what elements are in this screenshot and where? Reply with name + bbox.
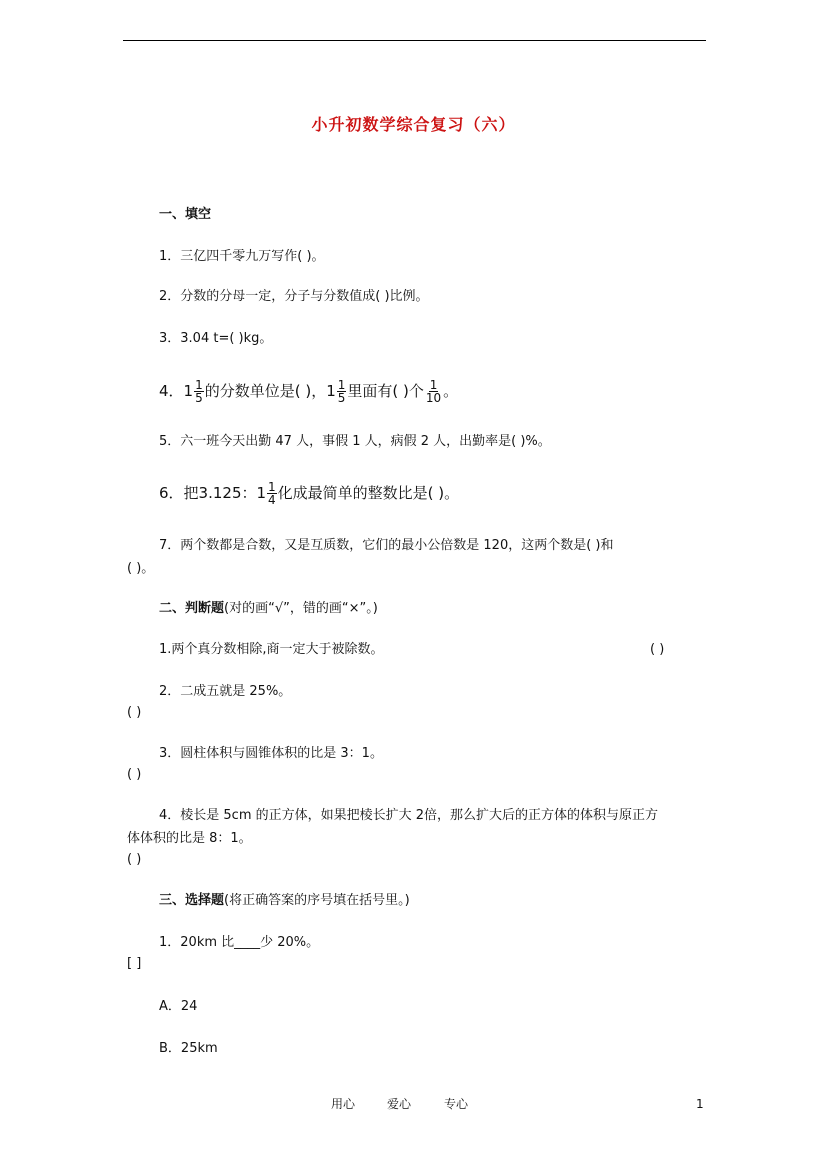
s1-question-4 <box>159 376 458 406</box>
q4-number: 4． <box>159 382 184 400</box>
s1-question-5: 5．六一班今天出勤 47 人，事假 1 人，病假 2 人，出勤率是( )%。 <box>159 434 551 449</box>
s2-answer-paren-3: ( ) <box>127 767 142 782</box>
footer-word-2: 爱心 <box>387 1097 412 1111</box>
footer-word-3: 专心 <box>444 1097 469 1111</box>
q4-text-1: 的分数单位是( )， <box>204 382 327 400</box>
s2-question-3: 3．圆柱体积与圆锥体积的比是 3：1。 <box>159 746 383 761</box>
section2-heading <box>159 601 378 617</box>
s3-option-a: A．24 <box>159 999 198 1014</box>
s2-question-4-line1: 4．棱长是 5cm 的正方体，如果把棱长扩大 2倍，那么扩大后的正方体的体积与原正方 <box>159 808 659 823</box>
q4-whole-2: 1 <box>326 382 336 400</box>
s1-question-7-line2: ( )。 <box>127 561 155 576</box>
document-title: 小升初数学综合复习（六） <box>311 115 516 134</box>
s3-answer-bracket-1: [ ] <box>127 956 142 971</box>
q4-whole-1: 1 <box>183 382 194 400</box>
footer-word-1: 用心 <box>331 1097 356 1111</box>
q4-fraction-1-numerator: 1 <box>195 378 203 392</box>
s1-question-2: 2．分数的分母一定，分子与分数值成( )比例。 <box>159 289 429 304</box>
q4-fraction-3-denominator: 10 <box>425 391 442 405</box>
s1-question-1: 1．三亿四千零九万写作( )。 <box>159 249 325 264</box>
s3-option-b: B．25km <box>159 1041 218 1056</box>
q4-fraction-1 <box>194 379 204 404</box>
q6-suffix: 化成最简单的整数比是( )。 <box>277 484 460 502</box>
q4-fraction-1-denominator: 5 <box>195 391 203 405</box>
header-rule <box>123 40 706 41</box>
section2-heading-text: 二、判断题 <box>159 601 225 616</box>
q6-fraction <box>267 481 277 506</box>
s2-answer-paren-4: ( ) <box>127 852 142 867</box>
section3-heading-text: 三、选择题 <box>159 893 225 908</box>
q4-text-2: 里面有( )个 <box>347 382 424 400</box>
s2-question-1: 1.两个真分数相除,商一定大于被除数。 <box>159 642 384 657</box>
q6-fraction-numerator: 1 <box>268 480 276 494</box>
q4-fraction-2-denominator: 5 <box>337 391 346 405</box>
section2-note: (对的画“√”，错的画“×”。) <box>224 601 378 616</box>
s1-question-7-line1: 7．两个数都是合数，又是互质数，它们的最小公倍数是 120，这两个数是( )和 <box>159 538 614 553</box>
s3-question-1: 1．20km 比____少 20%。 <box>159 935 320 950</box>
q4-fraction-3-numerator: 1 <box>429 378 438 392</box>
s2-answer-paren-2: ( ) <box>127 705 142 720</box>
q6-prefix: 6．把3.125：1 <box>159 484 267 502</box>
s1-question-3: 3．3.04 t=( )kg。 <box>159 331 273 346</box>
section3-heading <box>159 893 410 909</box>
s2-question-4-line2: 体体积的比是 8：1。 <box>127 831 252 846</box>
q4-fraction-2 <box>337 379 347 404</box>
q4-end: 。 <box>443 382 459 400</box>
q4-fraction-2-numerator: 1 <box>337 378 346 392</box>
s2-question-2: 2．二成五就是 25%。 <box>159 684 292 699</box>
q4-fraction-3 <box>425 379 442 404</box>
s1-question-6 <box>159 478 459 508</box>
section1-heading: 一、填空 <box>159 207 212 222</box>
q6-fraction-denominator: 4 <box>268 493 276 507</box>
section3-note: (将正确答案的序号填在括号里。) <box>224 893 410 908</box>
page-number: 1 <box>696 1097 704 1111</box>
s2-answer-paren-1: ( ) <box>650 642 665 657</box>
